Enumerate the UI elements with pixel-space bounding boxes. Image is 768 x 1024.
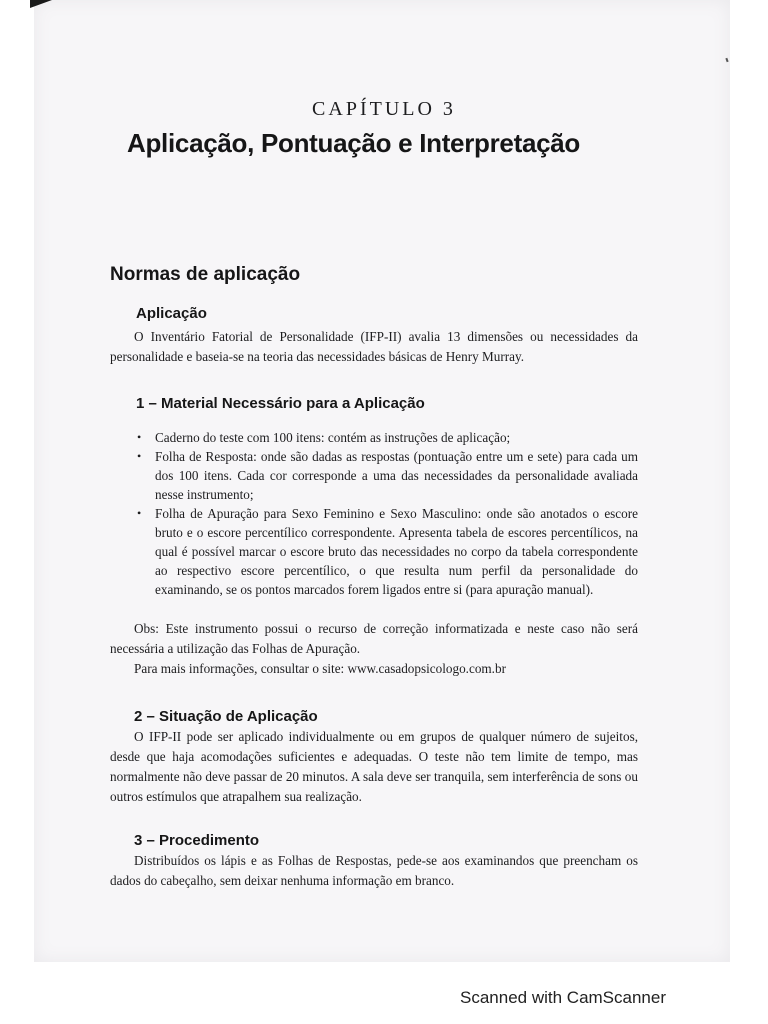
list-item-text: Caderno do teste com 100 itens: contém as instruções de aplicação; xyxy=(155,430,511,445)
scanner-watermark: Scanned with CamScanner xyxy=(460,988,667,1007)
chapter-title: Aplicação, Pontuação e Interpretação xyxy=(127,128,581,158)
procedimento-text: Distribuídos os lápis e as Folhas de Respostas, pede-se aos examinandos que preencham os dados do cabeçalho, sem deixar nenhuma informação em branco. xyxy=(110,853,638,888)
procedimento-heading: 3 – Procedimento xyxy=(134,832,260,849)
material-heading: 1 – Material Necessário para a Aplicação xyxy=(136,395,425,412)
scan-corner-mark xyxy=(30,0,52,8)
situacao-text: O IFP-II pode ser aplicado individualmente ou em grupos de qualquer número de sujeitos, desde que haja acomodações suficientes e adequadas. O teste não tem limite de tempo, mas normalmente não deve passar de 20 minutos. A sala deve ser tranquila, sem interferência de sons ou outros estímulos que atrapalhem sua realização. xyxy=(110,729,638,804)
bullet-icon: • xyxy=(137,506,142,520)
section-title: Normas de aplicação xyxy=(110,264,301,285)
material-list xyxy=(136,428,638,599)
chapter-label: CAPÍTULO 3 xyxy=(312,98,456,120)
list-item-text: Folha de Apuração para Sexo Feminino e Sexo Masculino: onde são anotados o escore bruto e o escore percentílico correspondente. Apresenta tabela de escores percentílicos, na qual é possível marcar o escore bruto das necessidades no corpo da tabela correspondente ao respectivo escore percentílico, o que resulta num perfil da personalidade do examinando, se os pontos marcados forem ligados entre si (para apuração manual). xyxy=(155,506,638,597)
bullet-icon: • xyxy=(137,449,142,463)
list-item-text: Folha de Resposta: onde são dadas as respostas (pontuação entre um e sete) para cada um dos 100 itens. Cada cor corresponde a uma das necessidades da personalidade avaliada nesse instrumento; xyxy=(155,449,638,502)
obs-text: Obs: Este instrumento possui o recurso de correção informatizada e neste caso não será necessária a utilização das Folhas de Apuração. xyxy=(110,621,638,656)
bullet-icon: • xyxy=(137,430,142,444)
situacao-heading: 2 – Situação de Aplicação xyxy=(134,708,318,725)
aplicacao-heading: Aplicação xyxy=(136,305,207,322)
list-item xyxy=(136,447,638,504)
aplicacao-text: O Inventário Fatorial de Personalidade (IFP-II) avalia 13 dimensões ou necessidades da personalidade e baseia-se na teoria das necessidades básicas de Henry Murray. xyxy=(110,329,638,364)
list-item xyxy=(136,504,638,599)
list-item xyxy=(136,428,638,447)
info-text: Para mais informações, consultar o site: www.casadopsicologo.com.br xyxy=(134,661,506,676)
